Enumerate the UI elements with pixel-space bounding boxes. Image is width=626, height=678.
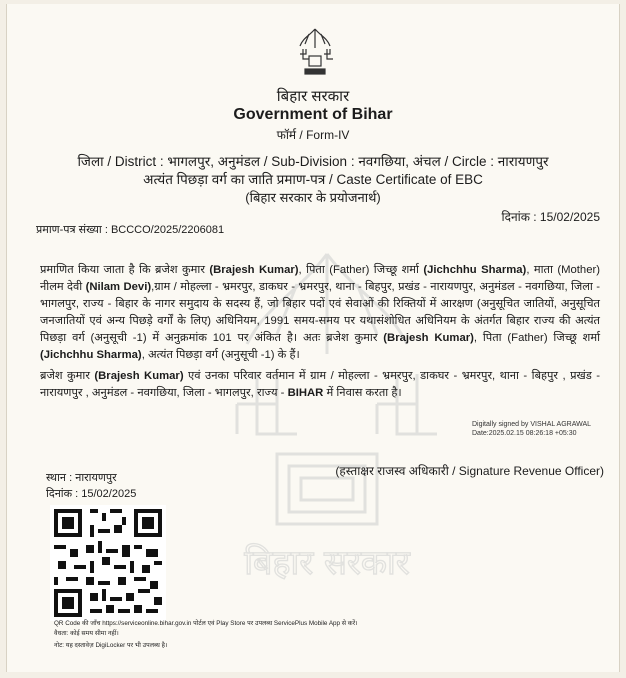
p1-text: , माता (Mother) नीलम देवी — [40, 264, 600, 293]
applicant-name-en: (Brajesh Kumar) — [94, 370, 184, 382]
certificate-paragraph-2 — [40, 368, 600, 402]
p1-text: प्रमाणित किया जाता है कि ब्रजेश कुमार — [40, 264, 210, 276]
p2-text: एवं उनका परिवार वर्तमान में ग्राम / मोहल्ला - भ्रमरपुर, डाकघर - भ्रमरपुर, थाना - बिहपुर , प्रखंड - नारायणपुर , अनुमंडल - नवगछिया, जिला - भागलपुर, राज्य - — [40, 370, 601, 399]
applicant-name-en: (Brajesh Kumar) — [209, 264, 299, 276]
digital-signature — [472, 420, 591, 438]
place-date: दिनांक : 15/02/2025 — [46, 488, 137, 500]
place-label: स्थान : नारायणपुर — [46, 472, 117, 484]
p2-text: में निवास करता है। — [323, 387, 402, 399]
p1-text: , पिता (Father) जिच्छू शर्मा — [473, 332, 600, 344]
district-line: जिला / District : भागलपुर, अनुमंडल / Sub-Division : नवगछिया, अंचल / Circle : नारायणपुर — [77, 154, 549, 169]
qr-code-icon — [50, 505, 166, 621]
p1-text: , पिता (Father) जिच्छू शर्मा — [298, 264, 424, 276]
form-label: फॉर्म / Form-IV — [276, 128, 350, 142]
signature-date: Date:2025.02.15 08:26:18 +05:30 — [472, 430, 577, 437]
footer-digilocker-note: नोट: यह दस्तावेज़ DigiLocker पर भी उपलब्ध है। — [54, 642, 168, 649]
bihar-emblem-icon — [295, 26, 335, 76]
govt-title: Government of Bihar — [233, 106, 393, 123]
certificate-number: प्रमाण-पत्र संख्या : BCCCO/2025/2206081 — [36, 224, 225, 236]
state-name: BIHAR — [287, 387, 324, 399]
certificate-title: अत्यंत पिछड़ा वर्ग का जाति प्रमाण-पत्र / Caste Certificate of EBC — [143, 172, 483, 187]
mother-name-en: (Nilam Devi) — [85, 281, 152, 293]
issue-date: दिनांक : 15/02/2025 — [501, 210, 600, 224]
father-name-en: (Jichchhu Sharma) — [40, 349, 142, 361]
p1-text: , अत्यंत पिछड़ा वर्ग (अनुसूची -1) के हैं। — [141, 349, 300, 361]
footer-validity: वैधता: कोई समय सीमा नहीं। — [54, 630, 119, 637]
watermark-text: बिहार सरकार — [244, 543, 410, 583]
purpose-line: (बिहार सरकार के प्रयोजनार्थ) — [245, 190, 381, 205]
officer-signature-label: (हस्ताक्षर राजस्व अधिकारी / Signature Revenue Officer) — [335, 464, 604, 478]
applicant-name-en: (Brajesh Kumar) — [383, 332, 474, 344]
signature-signer: Digitally signed by VISHAL AGRAWAL — [472, 421, 592, 428]
footer-qr-note: QR Code की जाँच https://serviceonline.bihar.gov.in पोर्टल एवं Play Store पर उपलब्ध ServicePlus Mobile App से करें। — [54, 620, 358, 627]
father-name-en: (Jichchhu Sharma) — [423, 264, 527, 276]
p1-text: ,ग्राम / मोहल्ला - भ्रमरपुर, डाकघर - भ्रमरपुर, थाना - बिहपुर, प्रखंड - नारायणपुर, अनुमंडल - नवगछिया, जिला - भागलपुर, राज्य - बिहार के नागर समुदाय के सदस्य हैं, जो बिहार पदों एवं सेवाओं की रिक्तियों में आरक्षण (अनुसूचित जातियों, अनुसूचित जनजातियों एवं अन्य पिछड़े वर्गों के लिए) अधिनियम, 1991 समय-समय पर यथासंशोधित अधिनियम के अंतर्गत बिहार राज्य की अत्यंत पिछड़ा वर्ग (अनुसूची -1) में अनुक्रमांक 101 पर अंकित है। अतः ब्रजेश कुमार — [40, 281, 600, 344]
p2-text: ब्रजेश कुमार — [40, 370, 95, 382]
hindi-govt-title: बिहार सरकार — [276, 88, 350, 105]
certificate-paragraph-1 — [40, 262, 600, 364]
